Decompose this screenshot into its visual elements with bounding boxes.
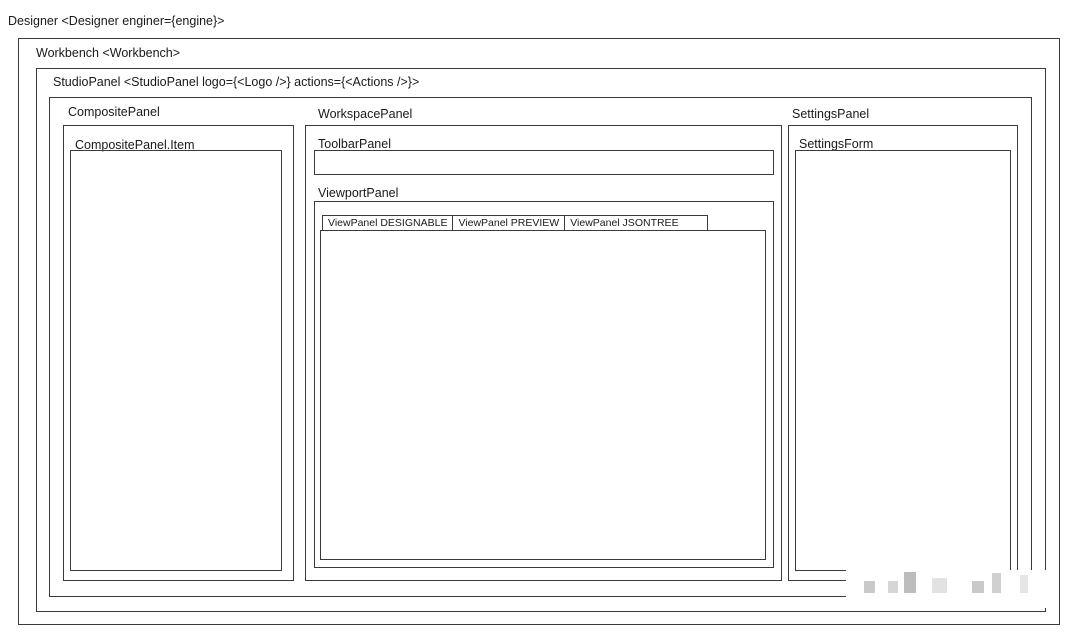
workspace-panel-label: WorkspacePanel bbox=[318, 107, 413, 121]
studio-panel-label: StudioPanel <StudioPanel logo={<Logo />} actions={<Actions />}> bbox=[53, 75, 420, 89]
composite-panel-item-box bbox=[70, 150, 282, 571]
tab-preview[interactable]: ViewPanel PREVIEW bbox=[453, 216, 565, 231]
view-panel-tabs bbox=[322, 215, 708, 231]
tab-designable[interactable]: ViewPanel DESIGNABLE bbox=[323, 216, 453, 231]
toolbar-panel-box bbox=[314, 150, 774, 175]
tab-jsontree[interactable]: ViewPanel JSONTREE bbox=[570, 217, 679, 229]
viewport-panel-label: ViewportPanel bbox=[318, 186, 399, 200]
workbench-label: Workbench <Workbench> bbox=[36, 46, 181, 60]
composite-panel-label: CompositePanel bbox=[68, 105, 160, 119]
settings-form-label: SettingsForm bbox=[799, 137, 874, 151]
toolbar-panel-label: ToolbarPanel bbox=[318, 137, 391, 151]
settings-panel-label: SettingsPanel bbox=[792, 107, 870, 121]
designer-label: Designer <Designer enginer={engine}> bbox=[8, 14, 225, 28]
watermark-icon bbox=[846, 570, 1046, 608]
view-panel-content-box bbox=[320, 230, 766, 560]
settings-form-box bbox=[795, 150, 1011, 571]
composite-panel-item-label: CompositePanel.Item bbox=[75, 138, 195, 152]
